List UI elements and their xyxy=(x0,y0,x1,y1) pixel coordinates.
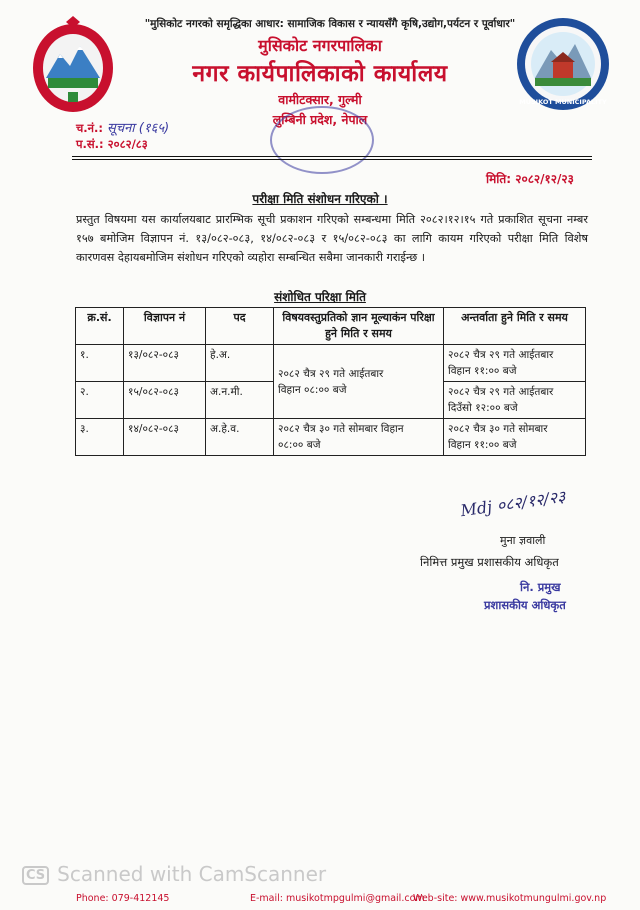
header-divider xyxy=(72,156,592,157)
header-post: पद xyxy=(206,308,274,345)
interview-line-2: विहान ११:०० बजे xyxy=(448,365,517,377)
chalani-label: च.नं.: xyxy=(76,121,104,135)
header-exam-date: विषयवस्तुप्रतिको ज्ञान मूल्याकंन परिक्षा हुने मिति र समय xyxy=(274,308,444,345)
header-ad-no: विज्ञापन नं xyxy=(124,308,206,345)
row-sn: २. xyxy=(76,382,124,419)
exam-line-1: २०८२ चैत्र २९ गते आईतबार xyxy=(278,367,384,380)
footer-email: E-mail: musikotmpgulmi@gmail.com xyxy=(250,893,425,904)
row-interview xyxy=(444,382,586,419)
exam-line-2: ०८:०० बजे xyxy=(278,439,321,451)
address-line-2: लुम्बिनी प्रदेश, नेपाल xyxy=(272,112,368,127)
row-interview xyxy=(444,345,586,382)
row-exam xyxy=(274,419,444,456)
table-row xyxy=(76,419,586,456)
handwritten-signature: Mdj ०८२/१२/२३ xyxy=(459,486,567,521)
row-sn: ३. xyxy=(76,419,124,456)
exam-line-1: २०८२ चैत्र ३० गते सोमबार विहान xyxy=(278,423,404,435)
interview-line-2: विहान ११:०० बजे xyxy=(448,439,517,451)
row-post: हे.अ. xyxy=(206,345,274,382)
exam-line-2: विहान ०८:०० बजे xyxy=(278,383,347,396)
row-sn: १. xyxy=(76,345,124,382)
chalani-value: सूचना (१६५) xyxy=(107,121,170,136)
designation-stamp-line-1: नि. प्रमुख xyxy=(520,580,561,594)
interview-line-1: २०८२ चैत्र २९ गते आईतबार xyxy=(448,349,554,361)
designation-stamp-line-2: प्रशासकीय अधिकृत xyxy=(484,598,566,612)
address-line-1: वामीटक्सार, गुल्मी xyxy=(278,92,362,107)
body-paragraph: प्रस्तुत विषयमा यस कार्यालयबाट प्रारम्भिक सूची प्रकाशन गरिएको सम्बन्धमा मिति २०८२।१२।१५ गते प्रकाशित सूचना नम्बर १५७ बमोजिम विज्ञापन नं. १३/०८२-०८३, १४/०८२-०८३ र १५/०८२-०८३ का लागि कायम गरिएको परीक्षा मिति विशेष कारणवस देहायबमोजिम संशोधन गरिएको व्यहोरा सम्बन्धित सबैमा जानकारी गराईन्छ । xyxy=(76,213,588,264)
municipality-name: मुसिकोट नगरपालिका xyxy=(258,36,382,55)
row-ad-no: १४/०८२-०८३ xyxy=(124,419,206,456)
chalani-number xyxy=(76,118,169,136)
row-ad-no: १५/०८२-०८३ xyxy=(124,382,206,419)
camscanner-text: Scanned with CamScanner xyxy=(57,862,327,886)
camscanner-watermark xyxy=(22,862,326,886)
patra-value: २०८२/८३ xyxy=(107,137,148,151)
office-seal-stamp xyxy=(270,106,374,174)
header-sn: क्र.सं. xyxy=(76,308,124,345)
signatory-name: मुना ज्ञवाली xyxy=(500,534,546,547)
svg-text:MUSIKOT MUNICIPALITY: MUSIKOT MUNICIPALITY xyxy=(519,98,607,106)
row-ad-no: १३/०८२-०८३ xyxy=(124,345,206,382)
document-subject: परीक्षा मिति संशोधन गरिएको । xyxy=(252,192,388,206)
header-divider-thin xyxy=(72,159,592,160)
interview-line-1: २०८२ चैत्र ३० गते सोमबार xyxy=(448,423,548,435)
table-caption: संशोधित परिक्षा मिति xyxy=(274,290,366,304)
table-header-row xyxy=(76,308,586,345)
office-title: नगर कार्यपालिकाको कार्यालय xyxy=(192,61,448,87)
header-interview-date: अन्तर्वाता हुने मिति र समय xyxy=(444,308,586,345)
row-post: अ.हे.व. xyxy=(206,419,274,456)
patra-sankhya xyxy=(76,137,148,152)
document-date: मिति: २०८२/१२/२३ xyxy=(486,172,574,186)
footer-phone: Phone: 079-412145 xyxy=(76,893,170,904)
interview-line-2: दिउँसो १२:०० बजे xyxy=(448,402,518,414)
interview-line-1: २०८२ चैत्र २९ गते आईतबार xyxy=(448,386,554,398)
patra-label: प.सं.: xyxy=(76,137,104,151)
table-row xyxy=(76,345,586,382)
footer-website: Web-site: www.musikotmungulmi.gov.np xyxy=(413,893,607,904)
row-interview xyxy=(444,419,586,456)
header-slogan: "मुसिकोट नगरको समृद्धिका आधार: सामाजिक विकास र न्यायसँगै कृषि,उद्योग,पर्यटन र पूर्वाधार" xyxy=(144,18,516,30)
row-post: अ.न.मी. xyxy=(206,382,274,419)
camscanner-logo-icon: CS xyxy=(22,866,49,885)
signatory-title: निमित्त प्रमुख प्रशासकीय अधिकृत xyxy=(420,555,559,569)
row-exam-merged xyxy=(274,345,444,419)
revised-exam-schedule-table xyxy=(75,307,586,456)
nepal-emblem-icon xyxy=(28,16,118,116)
